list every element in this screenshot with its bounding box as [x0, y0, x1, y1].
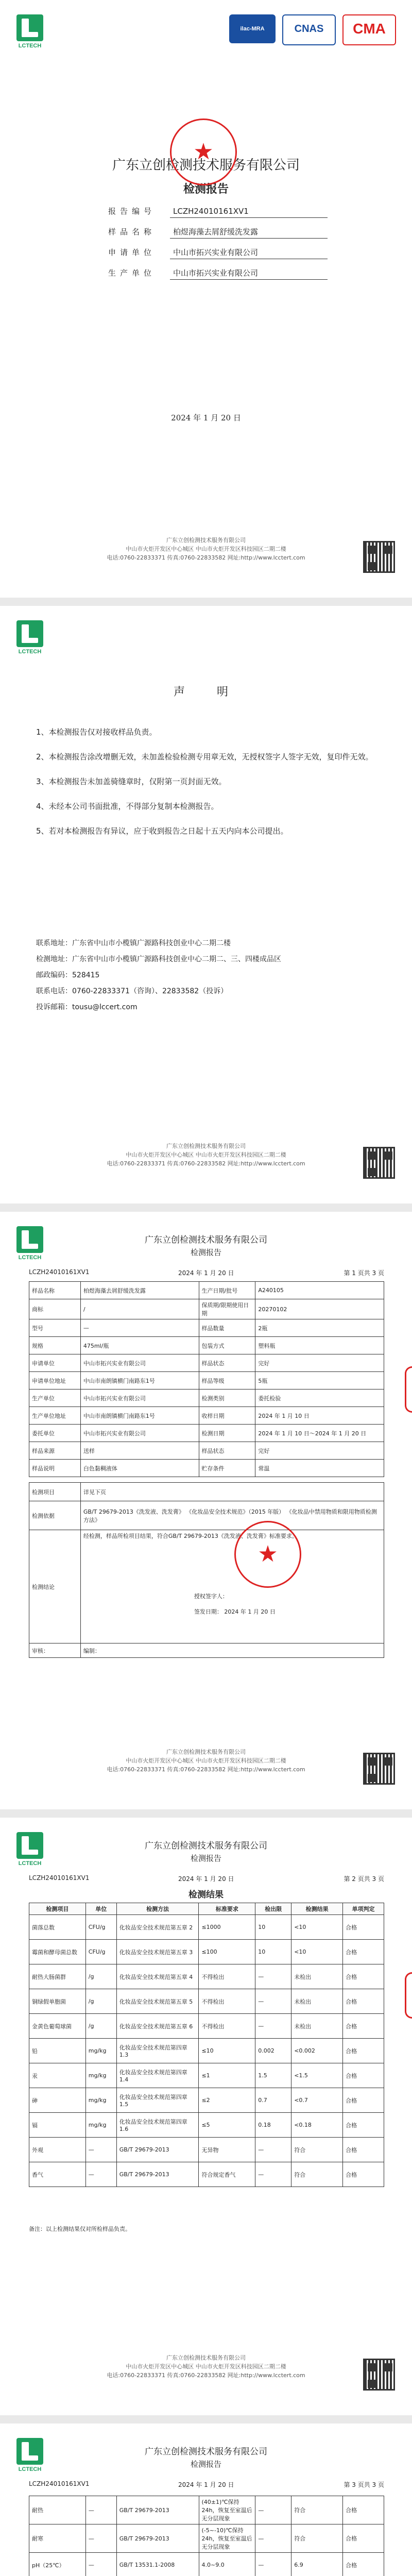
table-cell: 耐热 — [29, 2496, 86, 2524]
statement-item: 2、本检测报告涂改增删无效，未加盖检验检测专用章无效，无授权签字人签字无效，复印件无效。 — [36, 752, 373, 761]
info-label: 规格 — [29, 1337, 81, 1354]
table-cell: 不得检出 — [199, 1964, 255, 1989]
info-label: 样品来源 — [29, 1442, 81, 1460]
complaint-email: 投诉邮箱：tousu@lccert.com — [36, 1003, 138, 1011]
table-cell: <10 — [291, 1940, 343, 1964]
table-cell: — — [255, 2553, 291, 2576]
info-value: 20270102 — [255, 1299, 384, 1319]
table-row — [29, 2162, 384, 2187]
cover-field-sample-name: 样品名称 柏煜海藻去屑舒缓洗发露 — [108, 222, 328, 242]
table-cell: ≤1 — [199, 2063, 255, 2088]
table-row — [29, 2014, 384, 2039]
table-cell: GB/T 29679-2013 — [116, 2138, 199, 2162]
table-cell: 外观 — [29, 2138, 86, 2162]
page-separator — [0, 1204, 412, 1212]
table-cell: GB/T 13531.1-2008 — [116, 2553, 199, 2576]
info-label: 生产单位 — [29, 1389, 81, 1407]
info-value: A240105 — [255, 1282, 384, 1299]
conclusion-text: 经检测，样品所检项目结果，符合GB/T 29679-2013《洗发液、洗发膏》标准要求。 — [83, 1533, 298, 1539]
results-table — [29, 1903, 384, 2187]
table-cell: <1.5 — [291, 2063, 343, 2088]
cover-field-report-no: 报告编号 LCZH24010161XV1 — [108, 201, 328, 222]
cover-field-manufacturer: 生产单位 中山市拓兴实业有限公司 — [108, 263, 328, 283]
info-label: 包装方式 — [199, 1337, 255, 1354]
lctech-logo: LCTECH — [14, 2438, 45, 2479]
qr-code — [363, 541, 395, 573]
table-cell: 汞 — [29, 2063, 86, 2088]
info-row — [29, 1282, 384, 1299]
info-label: 申请单位 — [29, 1354, 81, 1372]
table-cell: /g — [85, 1989, 116, 2014]
info-value: 2瓶 — [255, 1319, 384, 1337]
results-table-continued — [29, 2496, 384, 2576]
page-company-name: 广东立创检测技术服务有限公司 — [145, 1235, 267, 1245]
table-cell: 合格 — [343, 2088, 384, 2113]
inspection-seal: ★ — [234, 1521, 301, 1588]
report-no: LCZH24010161XV1 — [29, 1268, 90, 1276]
table-cell: CFU/g — [85, 1940, 116, 1964]
info-value: 柏煜海藻去屑舒缓洗发露 — [80, 1282, 199, 1299]
table-cell: — — [255, 2014, 291, 2039]
table-cell: GB/T 29679-2013 — [116, 2162, 199, 2187]
info-label: 生产单位地址 — [29, 1407, 81, 1425]
lctech-logo: LCTECH — [14, 1832, 45, 1873]
table-cell: — — [255, 1964, 291, 1989]
table-cell: 6.9 — [291, 2553, 343, 2576]
table-row — [29, 2063, 384, 2088]
results-column-header: 检测方法 — [116, 1903, 199, 1915]
table-cell: 不得检出 — [199, 1989, 255, 2014]
cover-footer: 广东立创检测技术服务有限公司 中山市火炬开发区中心城区 中山市火炬开发区科技园区二期二楼 电话:0760-22833371 传真:0760-22833582 网址:http://www.lcctert.com — [107, 537, 305, 561]
table-cell: 化妆品安全技术规范第五章 5 — [116, 1989, 199, 2014]
test-items-value: 详见下页 — [80, 1483, 384, 1501]
table-cell: 0.18 — [255, 2113, 291, 2138]
info-page — [0, 1212, 412, 1809]
table-cell: 化妆品安全技术规范第五章 3 — [116, 1940, 199, 1964]
table-row — [29, 2524, 384, 2553]
info-row — [29, 1460, 384, 1477]
table-cell: 砷 — [29, 2088, 86, 2113]
table-cell: 符合 — [291, 2496, 343, 2524]
table-cell: 无异物 — [199, 2138, 255, 2162]
table-cell: mg/kg — [85, 2113, 116, 2138]
results-column-header: 检测结果 — [291, 1903, 343, 1915]
table-cell: 合格 — [343, 2496, 384, 2524]
page-separator — [0, 2415, 412, 2424]
table-cell: — — [85, 2162, 116, 2187]
statement-item: 1、本检测报告仅对接收样品负责。 — [36, 727, 157, 737]
info-value: 2024 年 1 月 10 日 — [255, 1407, 384, 1425]
table-cell: 0.7 — [255, 2088, 291, 2113]
table-cell: — — [85, 2138, 116, 2162]
table-cell: 符合 — [291, 2138, 343, 2162]
table-cell: 1.5 — [255, 2063, 291, 2088]
table-cell: GB/T 29679-2013 — [116, 2524, 199, 2553]
table-cell: 铅 — [29, 2039, 86, 2063]
results-page: LCTECH 广东立创检测技术服务有限公司 检测报告 LCZH24010161XV1 2024 年 1 月 20 日 第 2 页共 3 页 检测结果 检测项目 单位 检测方法 标准要求 检出限 检测结果 单项判定 菌落总数 CFU/g 化妆品安全技术规范第五章 2 ≤1000 10 <10 合格 霉菌和酵母菌总数 CFU/g 化妆品安全技术规范第五章 3 ≤100 10 <10 合格 耐热大肠菌群 /g 化妆品安全技术规范第五章 4 不得检出 — 未检出 合格 铜绿假单胞菌 /g 化妆品安全技术规范第五章 5 不得检出 — 未检出 合格 金黄色葡萄球菌 /g 化妆品安全技术规范第五章 6 不得检出 — 未检出 合格 铅 mg/kg 化妆品安全技术规范第四章 1.3 ≤10 0.002 <0.002 合格 汞 mg/kg 化妆品安全技术规范第四章 1.4 ≤1 1.5 <1.5 合格 砷 mg/kg 化妆品安全技术规范第四章 1.5 ≤2 0.7 <0.7 合格 镉 mg/kg 化妆品安全技术规范第四章 1.6 ≤5 0.18 <0.18 合格 外观 — GB/T 29679-2013 无异物 — 符合 合格 香气 — GB/T 29679-2013 符合规定香气 — 符合 合格 备注：以上检测结果仅对所检样品负责。 广东立创检测技术服务有限公司 中山市火炬开发区中心城区 中山市火炬开发区科技园区二期二楼 电话:0760-22833371 传真:0760-22833582 网址:http://www.lcctert.com — [0, 1818, 412, 2415]
qr-code — [363, 1753, 395, 1785]
info-value: 完好 — [255, 1442, 384, 1460]
table-cell: 0.002 — [255, 2039, 291, 2063]
table-cell: 合格 — [343, 2553, 384, 2576]
info-row — [29, 1354, 384, 1372]
table-cell: ≤10 — [199, 2039, 255, 2063]
results-column-header: 单项判定 — [343, 1903, 384, 1915]
info-label: 检测日期 — [199, 1425, 255, 1442]
page-report-title: 检测报告 — [190, 1854, 221, 1863]
sample-info-table — [29, 1281, 384, 1477]
table-cell: 4.0~9.0 — [199, 2553, 255, 2576]
inspection-seal: ★ — [170, 118, 237, 185]
table-cell: pH（25℃） — [29, 2553, 86, 2576]
info-label: 样品说明 — [29, 1460, 81, 1477]
results-column-header: 标准要求 — [199, 1903, 255, 1915]
table-cell: — — [85, 2496, 116, 2524]
lctech-logo: LCTECH — [14, 14, 45, 56]
info-row — [29, 1372, 384, 1389]
results-note: 备注：以上检测结果仅对所检样品负责。 — [29, 2226, 131, 2232]
cover-company-name: 广东立创检测技术服务有限公司 — [112, 158, 300, 173]
table-cell: 霉菌和酵母菌总数 — [29, 1940, 86, 1964]
perforation-seal — [405, 1972, 412, 2019]
table-cell: 10 — [255, 1940, 291, 1964]
results-section-title: 检测结果 — [188, 1890, 224, 1900]
info-label: 样品状态 — [199, 1354, 255, 1372]
table-cell: — — [255, 1989, 291, 2014]
table-cell: — — [85, 2553, 116, 2576]
table-row — [29, 1989, 384, 2014]
info-value: 塑料瓶 — [255, 1337, 384, 1354]
info-label: 样品状态 — [199, 1442, 255, 1460]
info-row — [29, 1442, 384, 1460]
cma-mark: CMA — [342, 14, 396, 45]
info-value: 5瓶 — [255, 1372, 384, 1389]
contact-info — [36, 936, 386, 1015]
table-cell: — — [255, 2524, 291, 2553]
info-value: 完好 — [255, 1354, 384, 1372]
info-value: 中山市拓兴实业有限公司 — [80, 1354, 199, 1372]
statement-item: 4、未经本公司书面批准，不得部分复制本检测报告。 — [36, 802, 219, 811]
table-row — [29, 2088, 384, 2113]
table-cell: — — [255, 2496, 291, 2524]
table-cell: /g — [85, 1964, 116, 1989]
info-row — [29, 1425, 384, 1442]
cover-page — [0, 0, 412, 598]
info-label: 保质期/限期使用日期 — [199, 1299, 255, 1319]
info-label: 样品等级 — [199, 1372, 255, 1389]
table-cell: 化妆品安全技术规范第五章 4 — [116, 1964, 199, 1989]
table-row — [29, 1940, 384, 1964]
table-cell: ≤5 — [199, 2113, 255, 2138]
results-column-header: 检出限 — [255, 1903, 291, 1915]
approve-date: 签发日期： 2024 年 1 月 20 日 — [194, 1608, 276, 1615]
table-cell: 合格 — [343, 2162, 384, 2187]
table-row — [29, 2553, 384, 2576]
page-report-title: 检测报告 — [190, 2460, 221, 2469]
info-row — [29, 1319, 384, 1337]
table-cell: 合格 — [343, 2524, 384, 2553]
table-cell: 耐寒 — [29, 2524, 86, 2553]
table-cell: 合格 — [343, 2014, 384, 2039]
page-footer: 广东立创检测技术服务有限公司 中山市火炬开发区中心城区 中山市火炬开发区科技园区二期二楼 电话:0760-22833371 传真:0760-22833582 网址:http://www.lcctert.com — [107, 2354, 305, 2379]
table-cell: 耐热大肠菌群 — [29, 1964, 86, 1989]
info-label: 样品名称 — [29, 1282, 81, 1299]
table-row — [29, 2113, 384, 2138]
table-cell: mg/kg — [85, 2039, 116, 2063]
page-footer: 广东立创检测技术服务有限公司 中山市火炬开发区中心城区 中山市火炬开发区科技园区二期二楼 电话:0760-22833371 传真:0760-22833582 网址:http://www.lcctert.com — [107, 1143, 305, 1167]
info-label: 收样日期 — [199, 1407, 255, 1425]
info-value: 中山市拓兴实业有限公司 — [80, 1425, 199, 1442]
table-cell: 铜绿假单胞菌 — [29, 1989, 86, 2014]
table-cell: 合格 — [343, 1989, 384, 2014]
table-cell: 合格 — [343, 1940, 384, 1964]
table-cell: — — [255, 2138, 291, 2162]
page-number: 第 1 页共 3 页 — [344, 1269, 384, 1277]
info-row — [29, 1299, 384, 1319]
info-value: 中山市南朗镇横门南路东1号 — [80, 1407, 199, 1425]
table-cell: 化妆品安全技术规范第五章 6 — [116, 2014, 199, 2039]
phone: 联系电话：0760-22833371（咨询）、22833582（投诉） — [36, 987, 228, 995]
table-cell: 镉 — [29, 2113, 86, 2138]
table-cell: GB/T 29679-2013 — [116, 2496, 199, 2524]
table-row — [29, 2496, 384, 2524]
info-value: 2024 年 1 月 10 日～2024 年 1 月 20 日 — [255, 1425, 384, 1442]
table-cell: 合格 — [343, 2113, 384, 2138]
table-cell: 化妆品安全技术规范第四章 1.4 — [116, 2063, 199, 2088]
table-cell: ≤2 — [199, 2088, 255, 2113]
table-cell: 符合 — [291, 2162, 343, 2187]
page-separator — [0, 1809, 412, 1818]
info-label: 贮存条件 — [199, 1460, 255, 1477]
table-cell: 化妆品安全技术规范第四章 1.6 — [116, 2113, 199, 2138]
table-cell: 10 — [255, 1915, 291, 1940]
table-cell: /g — [85, 2014, 116, 2039]
report-date: 2024 年 1 月 20 日 — [178, 1269, 234, 1277]
info-label: 申请单位地址 — [29, 1372, 81, 1389]
table-cell: — — [85, 2524, 116, 2553]
info-value: 委托检验 — [255, 1389, 384, 1407]
table-cell: <0.18 — [291, 2113, 343, 2138]
test-basis-value: GB/T 29679-2013《洗发液、洗发膏》 《化妆品安全技术规范》（2015 年版） 《化妆品中禁用物质和限用物质检测方法》 — [80, 1501, 384, 1530]
info-row — [29, 1337, 384, 1354]
table-cell: 化妆品安全技术规范第五章 2 — [116, 1915, 199, 1940]
page-separator — [0, 598, 412, 606]
table-cell: 合格 — [343, 2063, 384, 2088]
table-row — [29, 2138, 384, 2162]
info-label: 生产日期/批号 — [199, 1282, 255, 1299]
cnas-mark: CNAS — [282, 14, 336, 45]
contact-address: 联系地址：广东省中山市小榄镇广源路科技创业中心二期二楼 — [36, 939, 231, 947]
table-cell: ≤1000 — [199, 1915, 255, 1940]
table-cell: CFU/g — [85, 1915, 116, 1940]
approver-label: 授权签字人： — [194, 1593, 228, 1600]
ilac-mra-mark: ilac-MRA — [229, 14, 276, 43]
info-value: / — [80, 1299, 199, 1319]
page-report-title: 检测报告 — [190, 1248, 221, 1257]
page-company-name: 广东立创检测技术服务有限公司 — [145, 1841, 267, 1851]
table-cell: 合格 — [343, 2039, 384, 2063]
table-cell: 合格 — [343, 1915, 384, 1940]
table-cell: mg/kg — [85, 2088, 116, 2113]
table-cell: 化妆品安全技术规范第四章 1.3 — [116, 2039, 199, 2063]
postcode: 邮政编码：528415 — [36, 971, 100, 979]
info-label: 委托单位 — [29, 1425, 81, 1442]
info-value: 白色黏稠液体 — [80, 1460, 199, 1477]
table-cell: — — [255, 2162, 291, 2187]
table-cell: 未检出 — [291, 1964, 343, 1989]
qr-code — [363, 2359, 395, 2391]
sample-basis-table: 检测项目 详见下页 检测依据 GB/T 29679-2013《洗发液、洗发膏》 《化妆品安全技术规范》（2015 年版） 《化妆品中禁用物质和限用物质检测方法》 检测结论 经检测，样品所检项目结果，符合GB/T 29679-2013《洗发液、洗发膏》标准要求。 授权签字人： 签发日期： 2024 年 1 月 20 日 审核： 编制： — [29, 1482, 384, 1658]
table-row — [29, 1964, 384, 1989]
table-cell: 不得检出 — [199, 2014, 255, 2039]
table-row — [29, 1915, 384, 1940]
table-row — [29, 2039, 384, 2063]
table-cell: ≤100 — [199, 1940, 255, 1964]
statement-page — [0, 606, 412, 1204]
info-row — [29, 1389, 384, 1407]
table-cell: <0.7 — [291, 2088, 343, 2113]
cover-field-list — [108, 201, 328, 283]
results-continued-page: LCTECH 广东立创检测技术服务有限公司 检测报告 LCZH24010161XV1 2024 年 1 月 20 日 第 3 页共 3 页 耐热 — GB/T 29679-2013 (40±1)℃保持24h，恢复至室温后无分层现象 — 符合 合格 耐寒 — GB/T 29679-2013 (-5~-10)℃保持24h，恢复至室温后无分层现象 — 符合 合格 pH（25℃） — GB/T 13531.1-2008 4.0~9.0 — 6.9 合格 — [0, 2424, 412, 2576]
page-footer: 广东立创检测技术服务有限公司 中山市火炬开发区中心城区 中山市火炬开发区科技园区二期二楼 电话:0760-22833371 传真:0760-22833582 网址:http://www.lcctert.com — [107, 1749, 305, 1773]
info-value: 常温 — [255, 1460, 384, 1477]
table-cell: 合格 — [343, 1964, 384, 1989]
info-row — [29, 1407, 384, 1425]
conclusion-cell — [80, 1530, 384, 1643]
results-column-header: 单位 — [85, 1903, 116, 1915]
table-cell: <10 — [291, 1915, 343, 1940]
cover-report-title: 检测报告 — [183, 182, 229, 196]
lctech-logo: LCTECH — [14, 620, 45, 662]
info-value: — — [80, 1319, 199, 1337]
table-cell: mg/kg — [85, 2063, 116, 2088]
cover-date: 2024 年 1 月 20 日 — [171, 413, 241, 422]
perforation-seal — [405, 1366, 412, 1413]
info-value: 中山市南朗镇横门南路东1号 — [80, 1372, 199, 1389]
statement-item: 5、若对本检测报告有异议，应于收到报告之日起十五天内向本公司提出。 — [36, 826, 288, 836]
cover-field-applicant: 申请单位 中山市拓兴实业有限公司 — [108, 242, 328, 263]
info-label: 检测类别 — [199, 1389, 255, 1407]
info-value: 中山市拓兴实业有限公司 — [80, 1389, 199, 1407]
table-cell: 菌落总数 — [29, 1915, 86, 1940]
table-cell: 金黄色葡萄球菌 — [29, 2014, 86, 2039]
table-cell: 符合 — [291, 2524, 343, 2553]
test-address: 检测地址：广东省中山市小榄镇广源路科技创业中心二期二、三、四楼成品区 — [36, 955, 281, 963]
table-cell: 未检出 — [291, 2014, 343, 2039]
table-cell: 未检出 — [291, 1989, 343, 2014]
info-label: 型号 — [29, 1319, 81, 1337]
qr-code — [363, 1147, 395, 1179]
page-company-name: 广东立创检测技术服务有限公司 — [145, 2447, 267, 2457]
info-value: 送样 — [80, 1442, 199, 1460]
table-cell: 化妆品安全技术规范第四章 1.5 — [116, 2088, 199, 2113]
statement-item: 3、本检测报告未加盖骑缝章时，仅附第一页封面无效。 — [36, 777, 227, 786]
table-cell: 合格 — [343, 2138, 384, 2162]
statement-title: 声 明 — [173, 686, 238, 699]
lctech-logo: LCTECH — [14, 1226, 45, 1267]
info-label: 样品数量 — [199, 1319, 255, 1337]
results-column-header: 检测项目 — [29, 1903, 86, 1915]
table-cell: 香气 — [29, 2162, 86, 2187]
info-label: 商标 — [29, 1299, 81, 1319]
table-cell: (40±1)℃保持24h，恢复至室温后无分层现象 — [199, 2496, 255, 2524]
table-cell: 符合规定香气 — [199, 2162, 255, 2187]
table-cell: (-5~-10)℃保持24h，恢复至室温后无分层现象 — [199, 2524, 255, 2553]
table-cell: <0.002 — [291, 2039, 343, 2063]
info-value: 475ml/瓶 — [80, 1337, 199, 1354]
statement-list — [36, 724, 376, 848]
